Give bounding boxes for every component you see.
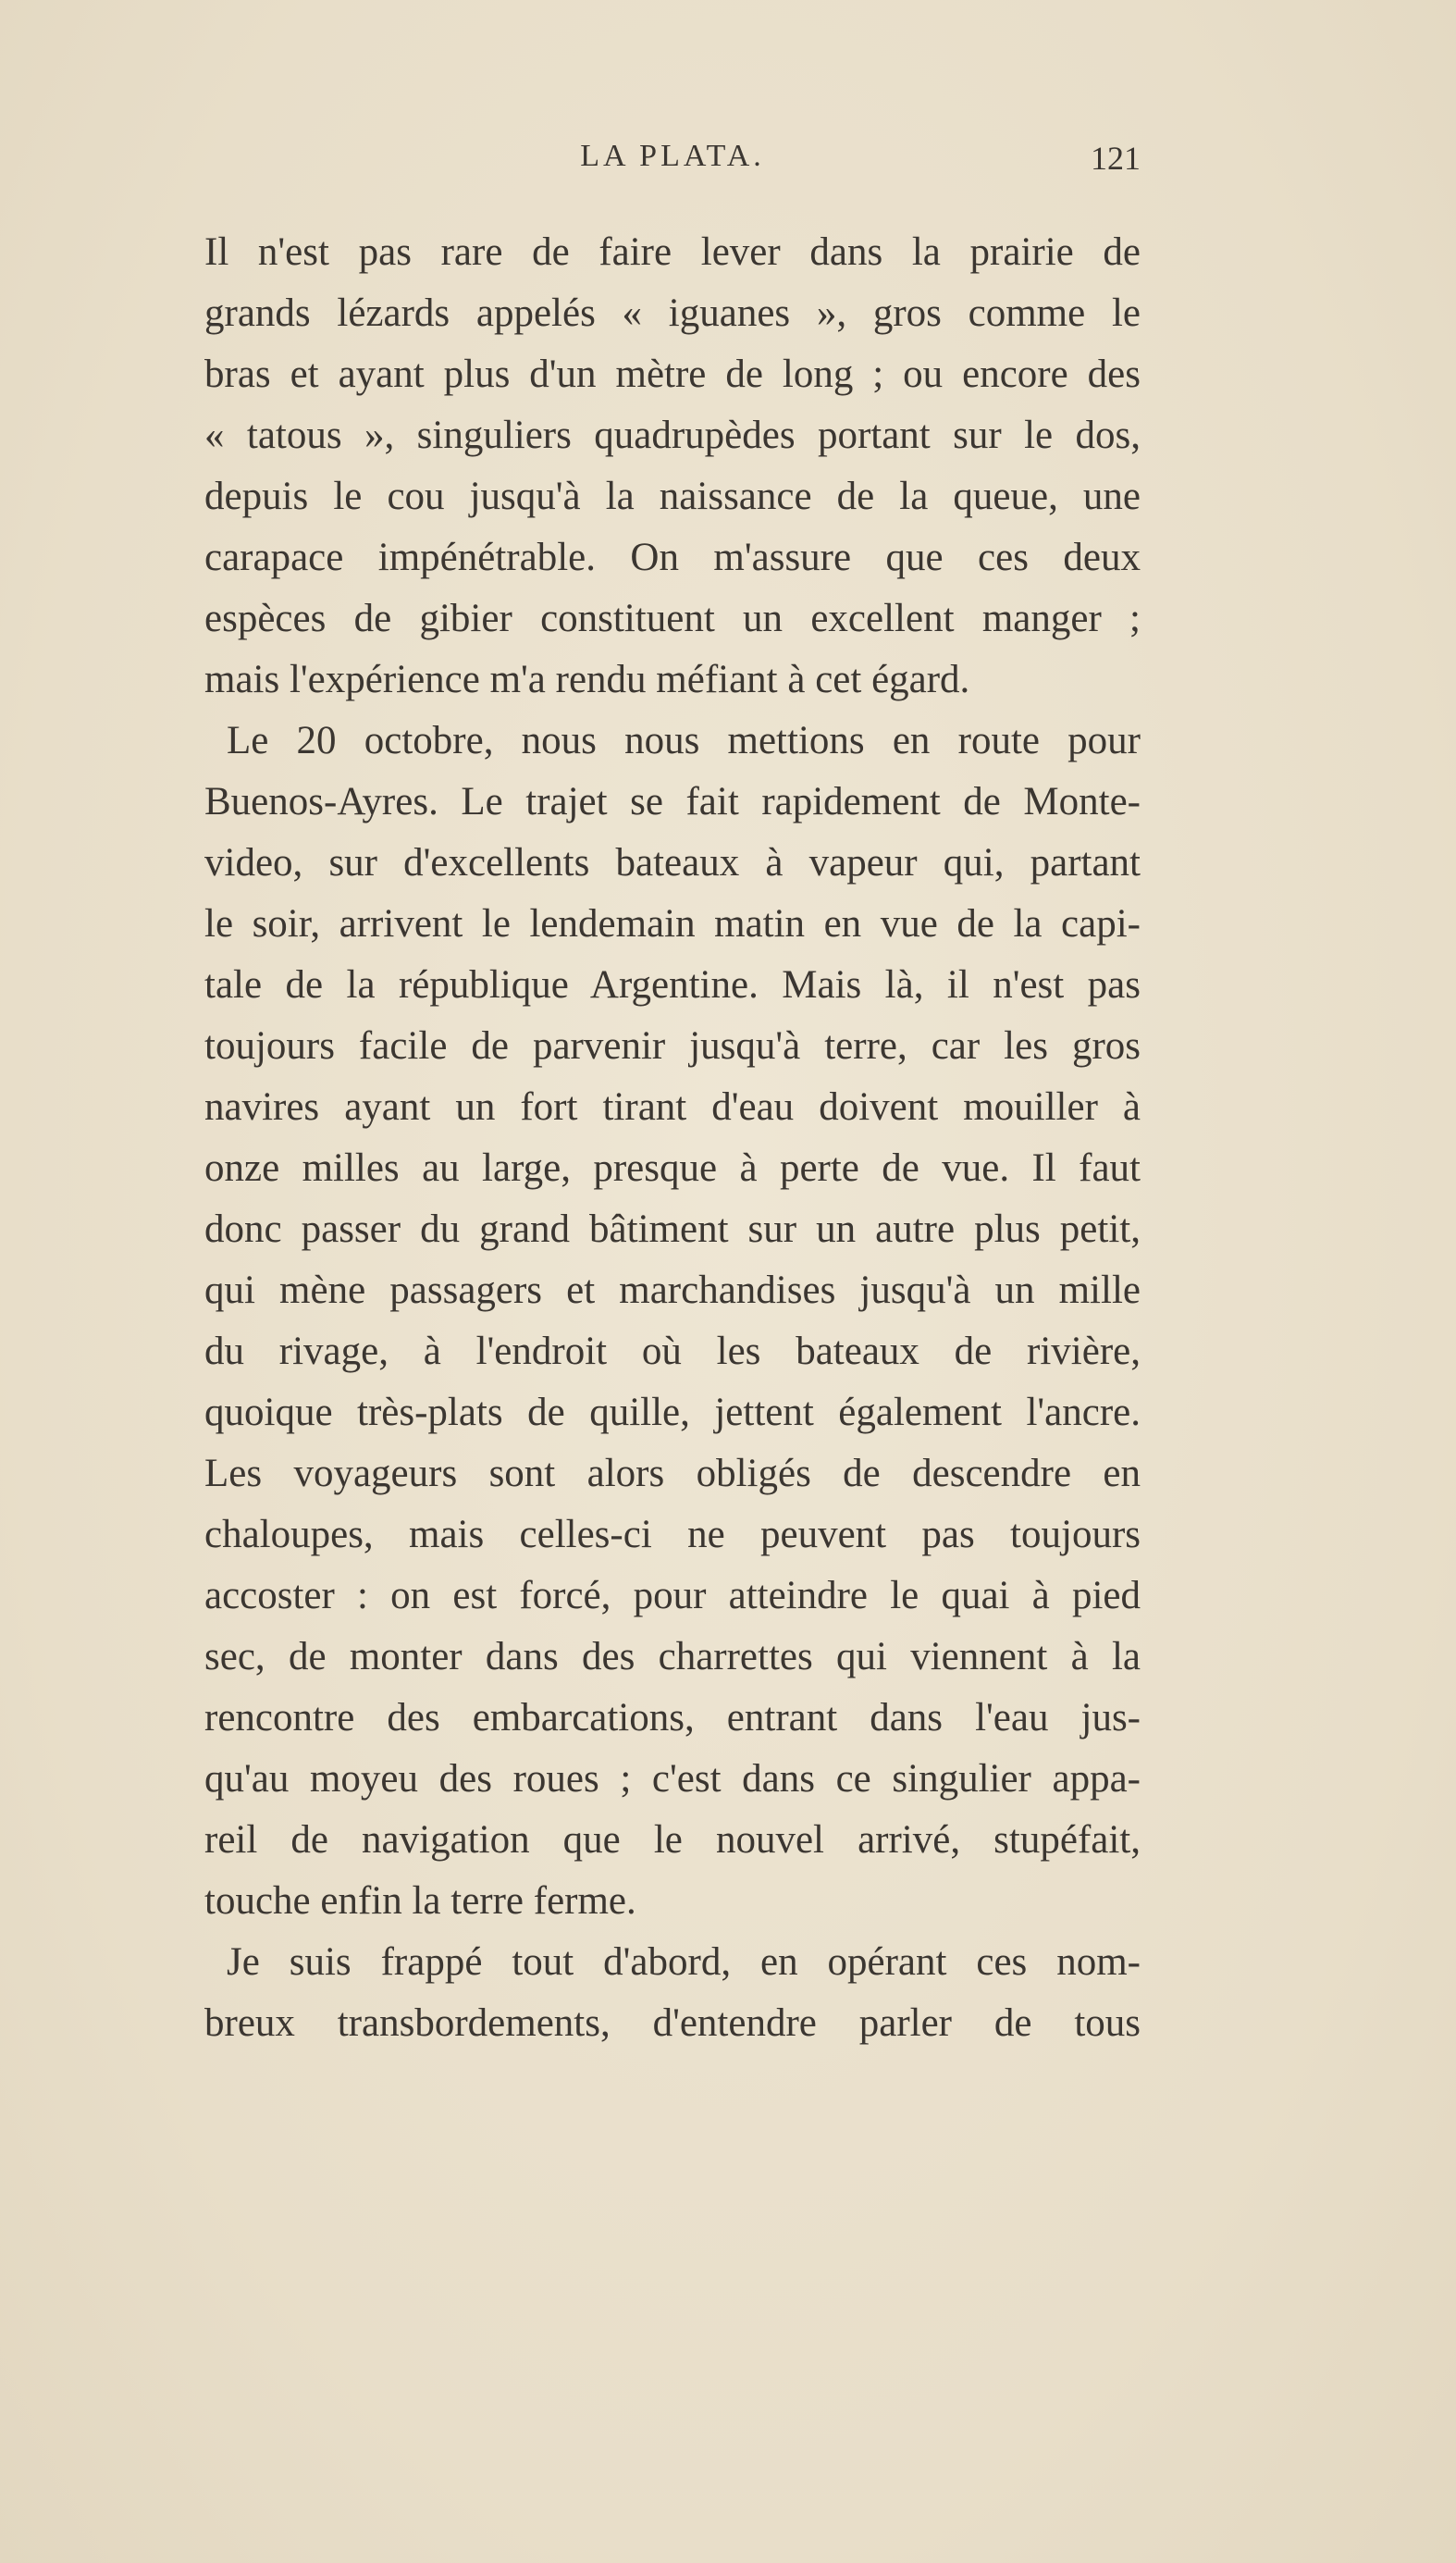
text-line: « tatous », singuliers quadrupèdes portant sur le dos, <box>204 414 1141 457</box>
text-line: mais l'expérience m'a rendu méfiant à cet égard. <box>204 658 970 701</box>
text-line: depuis le cou jusqu'à la naissance de la queue, une <box>204 475 1141 518</box>
text-line: Il n'est pas rare de faire lever dans la prairie de <box>204 230 1141 274</box>
text-line: qu'au moyeu des roues ; c'est dans ce singulier appa- <box>204 1757 1141 1801</box>
text-line: navires ayant un fort tirant d'eau doivent mouiller à <box>204 1085 1141 1129</box>
text-line: espèces de gibier constituent un excellent manger ; <box>204 597 1141 640</box>
text-line: Les voyageurs sont alors obligés de descendre en <box>204 1452 1141 1495</box>
text-line: touche enfin la terre ferme. <box>204 1879 636 1923</box>
body-text <box>204 222 1141 2054</box>
text-line: grands lézards appelés « iguanes », gros comme le <box>204 291 1141 335</box>
text-line: accoster : on est forcé, pour atteindre le quai à pied <box>204 1574 1141 1617</box>
text-line: bras et ayant plus d'un mètre de long ; ou encore des <box>204 353 1141 396</box>
text-line: Le 20 octobre, nous nous mettions en route pour <box>227 719 1141 762</box>
text-line: chaloupes, mais celles-ci ne peuvent pas toujours <box>204 1513 1141 1556</box>
text-line: donc passer du grand bâtiment sur un autre plus petit, <box>204 1207 1141 1251</box>
text-line: qui mène passagers et marchandises jusqu'à un mille <box>204 1269 1141 1312</box>
text-line: carapace impénétrable. On m'assure que ces deux <box>204 536 1141 579</box>
text-line: tale de la république Argentine. Mais là, il n'est pas <box>204 963 1141 1007</box>
text-line: onze milles au large, presque à perte de vue. Il faut <box>204 1146 1141 1190</box>
text-line: rencontre des embarcations, entrant dans l'eau jus- <box>204 1696 1141 1740</box>
text-line: du rivage, à l'endroit où les bateaux de rivière, <box>204 1330 1141 1373</box>
text-line: Buenos-Ayres. Le trajet se fait rapidement de Monte- <box>204 780 1141 823</box>
text-line: reil de navigation que le nouvel arrivé, stupéfait, <box>204 1818 1141 1862</box>
text-line: sec, de monter dans des charrettes qui viennent à la <box>204 1635 1141 1678</box>
running-head <box>204 139 1141 185</box>
text-line: quoique très-plats de quille, jettent également l'ancre. <box>204 1391 1141 1434</box>
text-line: toujours facile de parvenir jusqu'à terre, car les gros <box>204 1024 1141 1068</box>
running-head-title: LA PLATA. <box>580 139 765 173</box>
text-line: Je suis frappé tout d'abord, en opérant ces nom- <box>227 1940 1141 1984</box>
text-line: le soir, arrivent le lendemain matin en vue de la capi- <box>204 902 1141 946</box>
text-line: video, sur d'excellents bateaux à vapeur qui, partant <box>204 841 1141 885</box>
text-line: breux transbordements, d'entendre parler de tous <box>204 2001 1141 2045</box>
page-number: 121 <box>1091 140 1141 177</box>
